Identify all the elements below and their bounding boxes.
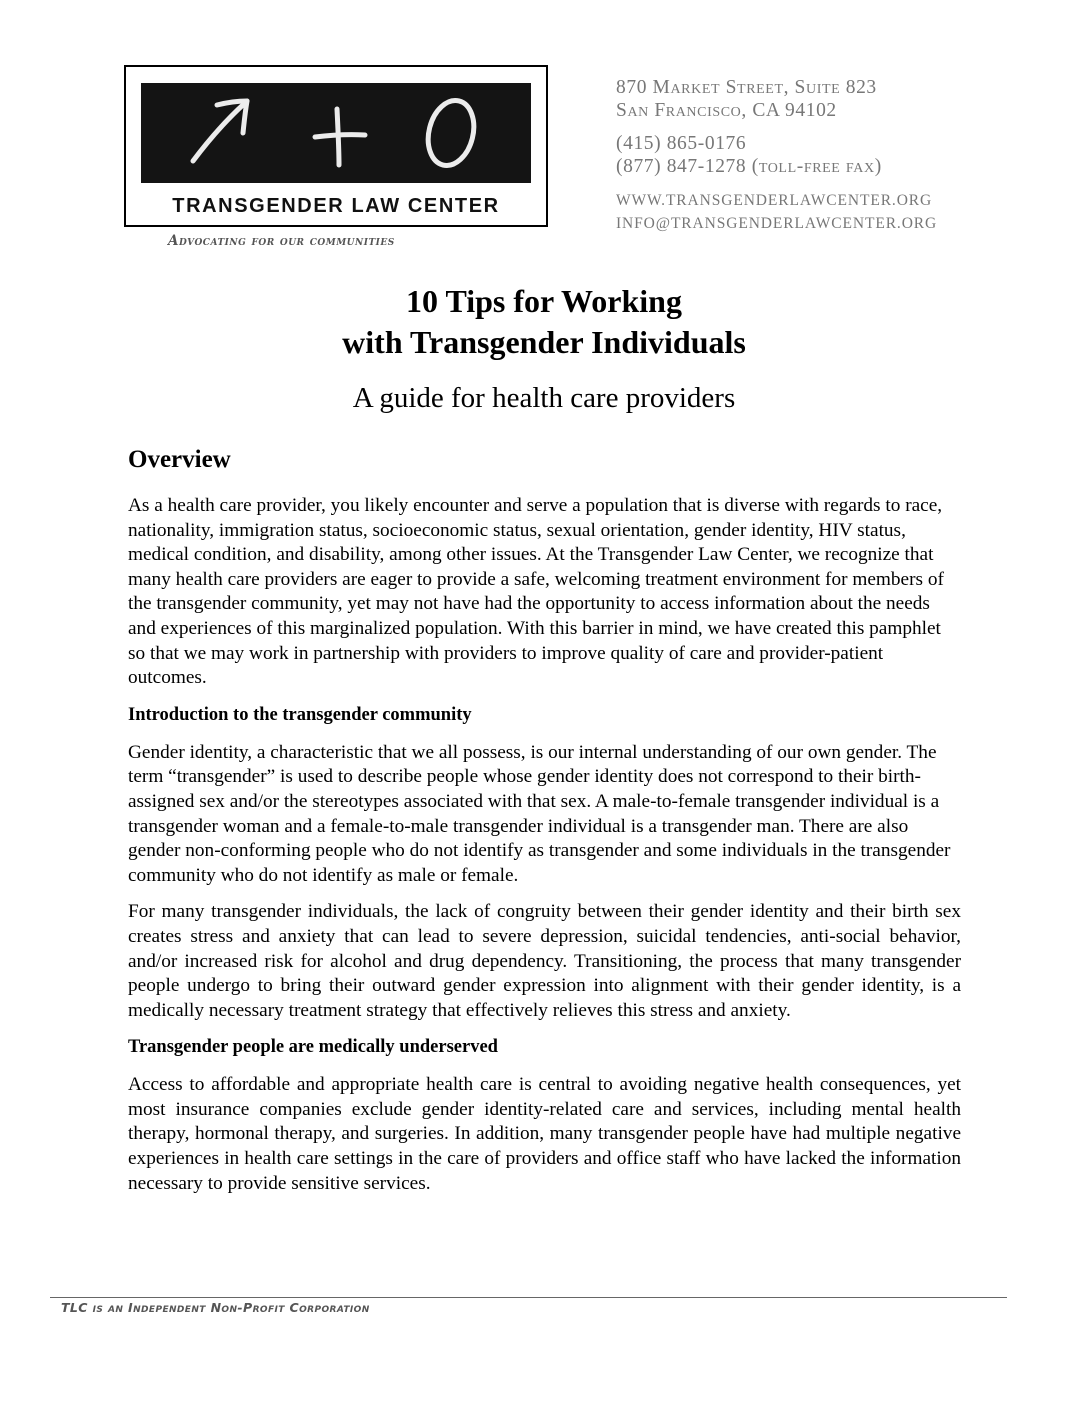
phone-number: (415) 865-0176 [616,133,747,154]
organization-tagline: Advocating for our communities [168,233,395,249]
introduction-paragraph-1: Gender identity, a characteristic that we all possess, is our internal understanding of our own gender. The term “transgender” is used to describe people whose gender identity does not correspond to their birth-assigned sex and/or the stereotypes associated with that sex. A male-to-female transgender individual is a transgender woman and a female-to-male transgender individual is a transgender man. There are also gender non-conforming people who do not identify as transgender and some individuals in the transgender community who do not identify as male or female. [128,741,951,886]
overview-paragraph: As a health care provider, you likely encounter and serve a population that is diverse with regards to race, nationality, immigration status, socioeconomic status, sexual orientation, gender identity, HIV status, medical condition, and disability, among other issues. At the Transgender Law Center, we recognize that many health care providers are eager to provide a safe, welcoming treatment environment for members of the transgender community, yet may not have had the opportunity to access information about the needs and experiences of this marginalized population. With this barrier in mind, we have created this pamphlet so that we may work in partnership with providers to improve quality of care and provider-patient outcomes. [128,495,944,689]
underserved-paragraph-1: Access to affordable and appropriate health care is central to avoiding negative health consequences, yet most insurance companies exclude gender identity-related care and services, including mental health therapy, hormonal therapy, and surgeries. In addition, many transgender people have had multiple negative experiences in health care settings in the care of providers and office staff who have lacked the information necessary to provide sensitive services. [128,1074,961,1194]
organization-logo [124,65,548,227]
document-subtitle: A guide for health care providers [352,382,736,414]
address-line-1: 870 Market Street, Suite 823 [616,77,877,98]
document-title [0,281,1088,363]
website-link[interactable]: WWW.TRANSGENDERLAWCENTER.ORG [616,192,933,209]
footer-note: TLC is an Independent Non-Profit Corporation [61,1300,370,1315]
logo-mark [141,83,531,183]
organization-name: TRANSGENDER LAW CENTER [172,195,500,217]
address-line-2: San Francisco, CA 94102 [616,100,837,121]
title-line-2: with Transgender Individuals [342,324,746,360]
overview-heading: Overview [128,446,231,473]
introduction-paragraph-2: For many transgender individuals, the lack of congruity between their gender identity and their birth sex creates stress and anxiety that can lead to severe depression, suicidal tendencies, anti-social behavior, and/or increased risk for alcohol and drug dependency. Transitioning, the process that many transgender people undergo to bring their outward gender expression into alignment with their gender identity, is a medically necessary treatment strategy that effectively relieves this stress and anxiety. [128,901,961,1021]
title-line-1: 10 Tips for Working [406,283,682,319]
contact-block [616,76,937,235]
section-heading-underserved: Transgender people are medically underserved [128,1037,498,1058]
document-body [128,444,961,1208]
email-link[interactable]: INFO@TRANSGENDERLAWCENTER.ORG [616,215,938,232]
logo-symbols-icon [141,83,531,183]
fax-number: (877) 847-1278 (toll-free fax) [616,156,882,177]
footer-divider [50,1297,1007,1298]
section-heading-introduction: Introduction to the transgender community [128,704,472,725]
